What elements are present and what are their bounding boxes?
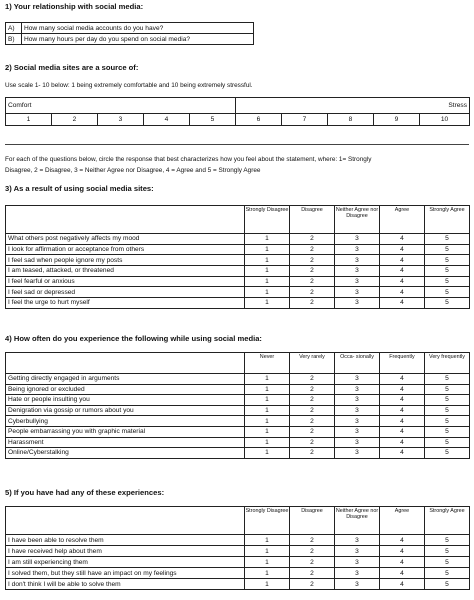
header-strongly-agree: Strongly Agree — [425, 206, 470, 234]
row-question: How many social media accounts do you have? — [22, 23, 254, 34]
row-statement: I am still experiencing them — [6, 557, 245, 568]
response-option[interactable]: 4 — [380, 384, 425, 395]
response-option[interactable]: 2 — [290, 244, 335, 255]
header-row — [6, 353, 470, 374]
response-option[interactable]: 2 — [290, 266, 335, 277]
row-statement: I solved them, but they still have an impact on my feelings — [6, 568, 245, 579]
table-row — [6, 244, 470, 255]
scale-value[interactable]: 10 — [420, 114, 470, 126]
header-disagree: Disagree — [290, 206, 335, 234]
table-row — [6, 266, 470, 277]
response-option[interactable]: 4 — [380, 579, 425, 590]
table-row — [6, 405, 470, 416]
row-statement: Being ignored or excluded — [6, 384, 245, 395]
table-row — [6, 395, 470, 406]
response-option[interactable]: 3 — [335, 266, 380, 277]
header-strongly-agree: Strongly Agree — [425, 507, 470, 535]
response-option[interactable]: 2 — [290, 374, 335, 385]
response-option[interactable]: 2 — [290, 276, 335, 287]
scale-value[interactable]: 6 — [236, 114, 282, 126]
header-agree: Agree — [380, 507, 425, 535]
scale-value[interactable]: 1 — [6, 114, 52, 126]
row-statement: Cyberbullying — [6, 416, 245, 427]
response-option[interactable]: 1 — [245, 266, 290, 277]
header-row — [6, 206, 470, 234]
table-row — [6, 568, 470, 579]
header-never: Never — [245, 353, 290, 374]
table-row — [6, 298, 470, 309]
response-option[interactable]: 4 — [380, 546, 425, 557]
table-row — [6, 384, 470, 395]
header-strongly-disagree: Strongly Disagree — [245, 507, 290, 535]
stress-label: Stress — [236, 98, 470, 114]
mood-effects-table — [5, 205, 470, 309]
response-option[interactable]: 4 — [380, 276, 425, 287]
response-option[interactable]: 2 — [290, 384, 335, 395]
header-disagree: Disagree — [290, 507, 335, 535]
instructions-line2: Disagree, 2 = Disagree, 3 = Neither Agree nor Disagree, 4 = Agree and 5 = Strongly Agree — [5, 167, 261, 174]
response-option[interactable]: 5 — [425, 426, 470, 437]
response-option[interactable]: 1 — [245, 244, 290, 255]
table-row — [6, 579, 470, 590]
section5-title: 5) If you have had any of these experiences: — [5, 488, 165, 497]
row-statement: What others post negatively affects my mood — [6, 234, 245, 245]
response-option[interactable]: 1 — [245, 234, 290, 245]
response-option[interactable]: 5 — [425, 405, 470, 416]
response-option[interactable]: 5 — [425, 266, 470, 277]
scale-number-row — [6, 114, 470, 126]
response-option[interactable]: 4 — [380, 557, 425, 568]
response-option[interactable]: 4 — [380, 234, 425, 245]
row-statement: I am teased, attacked, or threatened — [6, 266, 245, 277]
response-option[interactable]: 1 — [245, 535, 290, 546]
response-option[interactable]: 1 — [245, 287, 290, 298]
row-statement: Hate or people insulting you — [6, 395, 245, 406]
response-option[interactable]: 4 — [380, 287, 425, 298]
row-letter: A) — [6, 23, 22, 34]
response-option[interactable]: 1 — [245, 546, 290, 557]
table-row — [6, 255, 470, 266]
response-option[interactable]: 4 — [380, 448, 425, 459]
response-option[interactable]: 5 — [425, 255, 470, 266]
response-option[interactable]: 3 — [335, 437, 380, 448]
response-option[interactable]: 2 — [290, 579, 335, 590]
response-option[interactable]: 2 — [290, 437, 335, 448]
section4-title: 4) How often do you experience the following while using social media: — [5, 334, 262, 343]
row-statement: I have received help about them — [6, 546, 245, 557]
section2-title: 2) Social media sites are a source of: — [5, 63, 139, 72]
response-option[interactable]: 3 — [335, 374, 380, 385]
row-statement: I look for affirmation or acceptance from others — [6, 244, 245, 255]
response-option[interactable]: 5 — [425, 234, 470, 245]
response-option[interactable]: 2 — [290, 255, 335, 266]
table-row — [6, 426, 470, 437]
comfort-label: Comfort — [6, 98, 236, 114]
table-row — [6, 557, 470, 568]
scale-value[interactable]: 7 — [282, 114, 328, 126]
table-row — [6, 287, 470, 298]
response-option[interactable]: 4 — [380, 535, 425, 546]
section1-title: 1) Your relationship with social media: — [5, 2, 144, 11]
stress-scale-table — [5, 97, 470, 126]
table-row — [6, 23, 254, 34]
response-option[interactable]: 2 — [290, 405, 335, 416]
response-option[interactable]: 1 — [245, 298, 290, 309]
response-option[interactable]: 1 — [245, 579, 290, 590]
row-statement: Getting directly engaged in arguments — [6, 374, 245, 385]
table-row — [6, 448, 470, 459]
table-row — [6, 535, 470, 546]
response-option[interactable]: 1 — [245, 255, 290, 266]
row-statement: Denigration via gossip or rumors about you — [6, 405, 245, 416]
response-option[interactable]: 4 — [380, 405, 425, 416]
resolution-table — [5, 506, 470, 590]
response-option[interactable]: 2 — [290, 416, 335, 427]
response-option[interactable]: 3 — [335, 579, 380, 590]
response-option[interactable]: 3 — [335, 568, 380, 579]
scale-value[interactable]: 3 — [98, 114, 144, 126]
header-strongly-disagree: Strongly Disagree — [245, 206, 290, 234]
header-frequently: Frequently — [380, 353, 425, 374]
experience-frequency-table — [5, 352, 470, 459]
response-option[interactable]: 4 — [380, 255, 425, 266]
section3-title: 3) As a result of using social media sites: — [5, 184, 154, 193]
header-row — [6, 507, 470, 535]
row-statement: I feel sad when people ignore my posts — [6, 255, 245, 266]
response-option[interactable]: 5 — [425, 535, 470, 546]
row-statement: I have been able to resolve them — [6, 535, 245, 546]
response-option[interactable]: 1 — [245, 426, 290, 437]
table-row — [6, 437, 470, 448]
response-option[interactable]: 1 — [245, 557, 290, 568]
response-option[interactable]: 5 — [425, 546, 470, 557]
response-option[interactable]: 5 — [425, 568, 470, 579]
scale-value[interactable]: 9 — [374, 114, 420, 126]
row-statement: People embarrassing you with graphic material — [6, 426, 245, 437]
response-option[interactable]: 2 — [290, 426, 335, 437]
response-option[interactable]: 5 — [425, 557, 470, 568]
response-option[interactable]: 3 — [335, 416, 380, 427]
header-blank — [6, 206, 245, 234]
row-letter: B) — [6, 34, 22, 45]
response-option[interactable]: 3 — [335, 405, 380, 416]
response-option[interactable]: 2 — [290, 287, 335, 298]
response-option[interactable]: 1 — [245, 568, 290, 579]
scale-value[interactable]: 4 — [144, 114, 190, 126]
response-option[interactable]: 3 — [335, 298, 380, 309]
response-option[interactable]: 1 — [245, 405, 290, 416]
header-very-frequently: Very frequently — [425, 353, 470, 374]
scale-value[interactable]: 5 — [190, 114, 236, 126]
relationship-table — [5, 22, 254, 45]
response-option[interactable]: 3 — [335, 234, 380, 245]
response-option[interactable]: 3 — [335, 244, 380, 255]
header-neither: Neither Agree nor Disagree — [335, 507, 380, 535]
header-agree: Agree — [380, 206, 425, 234]
row-question: How many hours per day do you spend on social media? — [22, 34, 254, 45]
response-option[interactable]: 5 — [425, 276, 470, 287]
table-row — [6, 374, 470, 385]
header-blank — [6, 353, 245, 374]
response-option[interactable]: 5 — [425, 287, 470, 298]
row-statement: Harassment — [6, 437, 245, 448]
response-option[interactable]: 4 — [380, 374, 425, 385]
response-option[interactable]: 3 — [335, 535, 380, 546]
row-statement: Online/Cyberstalking — [6, 448, 245, 459]
row-statement: I feel the urge to hurt myself — [6, 298, 245, 309]
table-row — [6, 34, 254, 45]
scale-value[interactable]: 2 — [52, 114, 98, 126]
response-option[interactable]: 4 — [380, 266, 425, 277]
response-option[interactable]: 3 — [335, 255, 380, 266]
response-option[interactable]: 1 — [245, 448, 290, 459]
header-blank — [6, 507, 245, 535]
instructions-line1: For each of the questions below, circle the response that best characterizes how you feel about the statement, where: 1= Strongly — [5, 156, 372, 163]
response-option[interactable]: 2 — [290, 546, 335, 557]
response-option[interactable]: 4 — [380, 416, 425, 427]
response-option[interactable]: 5 — [425, 384, 470, 395]
response-option[interactable]: 2 — [290, 234, 335, 245]
response-option[interactable]: 2 — [290, 448, 335, 459]
response-option[interactable]: 5 — [425, 374, 470, 385]
header-neither: Neither Agree nor Disagree — [335, 206, 380, 234]
response-option[interactable]: 1 — [245, 384, 290, 395]
response-option[interactable]: 5 — [425, 244, 470, 255]
table-row — [6, 546, 470, 557]
response-option[interactable]: 4 — [380, 395, 425, 406]
table-row — [6, 234, 470, 245]
response-option[interactable]: 5 — [425, 298, 470, 309]
response-option[interactable]: 4 — [380, 568, 425, 579]
response-option[interactable]: 1 — [245, 437, 290, 448]
table-row — [6, 416, 470, 427]
response-option[interactable]: 4 — [380, 437, 425, 448]
response-option[interactable]: 1 — [245, 395, 290, 406]
scale-instruction: Use scale 1- 10 below: 1 being extremely comfortable and 10 being extremely stressful. — [5, 82, 253, 89]
response-option[interactable]: 3 — [335, 276, 380, 287]
response-option[interactable]: 5 — [425, 437, 470, 448]
response-option[interactable]: 4 — [380, 244, 425, 255]
table-row — [6, 276, 470, 287]
response-option[interactable]: 3 — [335, 557, 380, 568]
response-option[interactable]: 5 — [425, 448, 470, 459]
response-option[interactable]: 3 — [335, 287, 380, 298]
response-option[interactable]: 1 — [245, 374, 290, 385]
response-option[interactable]: 3 — [335, 448, 380, 459]
response-option[interactable]: 2 — [290, 568, 335, 579]
response-option[interactable]: 1 — [245, 276, 290, 287]
response-option[interactable]: 5 — [425, 395, 470, 406]
response-option[interactable]: 3 — [335, 546, 380, 557]
scale-value[interactable]: 8 — [328, 114, 374, 126]
response-option[interactable]: 4 — [380, 426, 425, 437]
header-very-rarely: Very rarely — [290, 353, 335, 374]
response-option[interactable]: 2 — [290, 298, 335, 309]
response-option[interactable]: 2 — [290, 557, 335, 568]
divider — [5, 144, 469, 145]
row-statement: I feel fearful or anxious — [6, 276, 245, 287]
response-option[interactable]: 2 — [290, 395, 335, 406]
response-option[interactable]: 3 — [335, 395, 380, 406]
response-option[interactable]: 1 — [245, 416, 290, 427]
row-statement: I feel sad or depressed — [6, 287, 245, 298]
response-option[interactable]: 5 — [425, 416, 470, 427]
response-option[interactable]: 3 — [335, 426, 380, 437]
header-occasionally: Occa- sionally — [335, 353, 380, 374]
response-option[interactable]: 5 — [425, 579, 470, 590]
row-statement: I don't think I will be able to solve them — [6, 579, 245, 590]
response-option[interactable]: 4 — [380, 298, 425, 309]
scale-label-row — [6, 98, 470, 114]
response-option[interactable]: 3 — [335, 384, 380, 395]
response-option[interactable]: 2 — [290, 535, 335, 546]
